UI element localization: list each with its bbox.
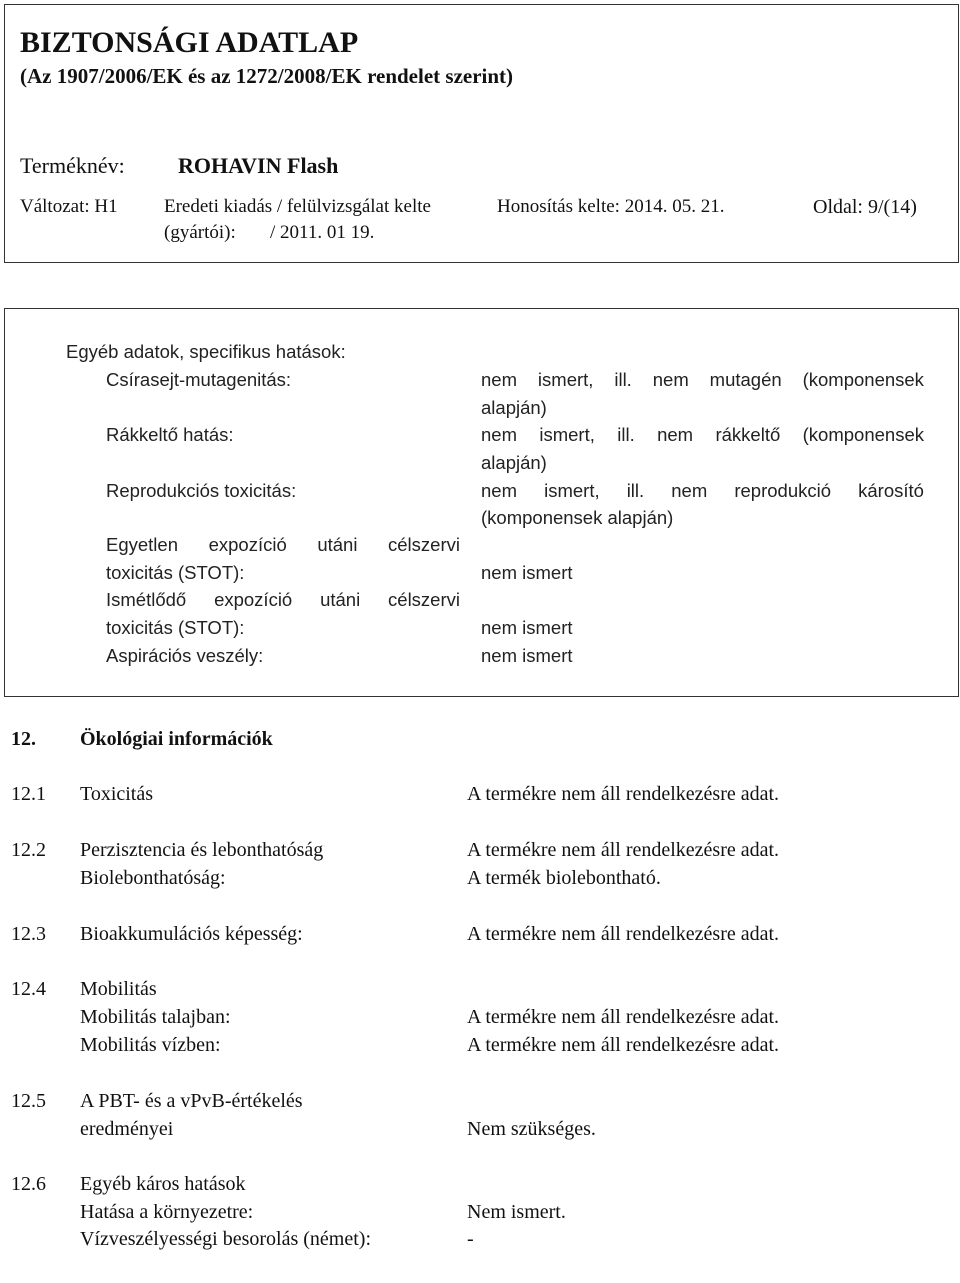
s12-4-water-value: A termékre nem áll rendelkezésre adat.	[467, 1034, 780, 1056]
aspiration-value: nem ismert	[481, 645, 573, 666]
issue-label: Eredeti kiadás / felülvizsgálat kelte	[164, 196, 431, 217]
carcinogenicity-label: Rákkeltő hatás:	[106, 424, 234, 445]
s12-1-number: 12.1	[11, 783, 46, 805]
s12-3-number: 12.3	[11, 923, 46, 945]
germ-cell-label: Csírasejt-mutagenitás:	[106, 369, 292, 390]
issue-date: / 2011. 01 19.	[270, 222, 375, 243]
s12-5-number: 12.5	[11, 1090, 46, 1112]
section-number: 12.	[11, 728, 36, 750]
s12-6-env-label: Hatása a környezetre:	[80, 1201, 254, 1223]
product-name: ROHAVIN Flash	[178, 153, 339, 178]
s12-6-label: Egyéb káros hatások	[80, 1173, 246, 1195]
product-label: Terméknév:	[20, 153, 125, 178]
s12-4-soil-label: Mobilitás talajban:	[80, 1006, 231, 1028]
s12-5-value: Nem szükséges.	[467, 1118, 596, 1140]
s12-4-water-label: Mobilitás vízben:	[80, 1034, 221, 1056]
document-subtitle: (Az 1907/2006/EK és az 1272/2008/EK rendelet szerint)	[20, 64, 514, 88]
s12-2-biodeg-value: A termék biolebontható.	[467, 867, 661, 889]
s12-4-label: Mobilitás	[80, 978, 157, 1000]
version-label: Változat: H1	[20, 196, 118, 217]
tox-heading: Egyéb adatok, specifikus hatások:	[66, 341, 346, 362]
s12-6-env-value: Nem ismert.	[467, 1201, 566, 1223]
stot-se-label: Egyetlen expozíció utáni célszervi	[106, 534, 460, 555]
germ-cell-value-2: alapján)	[481, 397, 547, 418]
reproductive-value-2: (komponensek alapján)	[481, 507, 674, 528]
section-title: Ökológiai információk	[80, 728, 273, 750]
reproductive-label: Reprodukciós toxicitás:	[106, 480, 297, 501]
germ-cell-value: nem ismert, ill. nem mutagén (komponensek	[481, 369, 924, 390]
page-number: Oldal: 9/(14)	[813, 196, 917, 218]
s12-5-label-2: eredményei	[80, 1118, 174, 1140]
s12-1-value: A termékre nem áll rendelkezésre adat.	[467, 783, 780, 805]
stot-se-label-2: toxicitás (STOT):	[106, 562, 245, 583]
s12-6-wgk-label: Vízveszélyességi besorolás (német):	[80, 1228, 372, 1250]
carcinogenicity-value: nem ismert, ill. nem rákkeltő (komponensek	[481, 424, 924, 445]
stot-re-value: nem ismert	[481, 617, 573, 638]
s12-3-label: Bioakkumulációs képesség:	[80, 923, 303, 945]
s12-2-value: A termékre nem áll rendelkezésre adat.	[467, 839, 780, 861]
stot-re-label-2: toxicitás (STOT):	[106, 617, 245, 638]
s12-3-value: A termékre nem áll rendelkezésre adat.	[467, 923, 780, 945]
s12-4-number: 12.4	[11, 978, 46, 1000]
adoption-date: Honosítás kelte: 2014. 05. 21.	[497, 196, 725, 217]
s12-2-biodeg-label: Biolebonthatóság:	[80, 867, 226, 889]
carcinogenicity-value-2: alapján)	[481, 452, 547, 473]
s12-1-label: Toxicitás	[80, 783, 154, 805]
s12-2-number: 12.2	[11, 839, 46, 861]
s12-4-soil-value: A termékre nem áll rendelkezésre adat.	[467, 1006, 780, 1028]
stot-se-value: nem ismert	[481, 562, 573, 583]
s12-6-number: 12.6	[11, 1173, 46, 1195]
s12-6-wgk-value: -	[467, 1228, 474, 1250]
stot-re-label: Ismétlődő expozíció utáni célszervi	[106, 589, 460, 610]
reproductive-value: nem ismert, ill. nem reprodukció károsító	[481, 480, 924, 501]
issue-label-2: (gyártói):	[164, 222, 236, 243]
document-title: BIZTONSÁGI ADATLAP	[20, 26, 359, 59]
s12-5-label: A PBT- és a vPvB-értékelés	[80, 1090, 303, 1112]
s12-2-label: Perzisztencia és lebonthatóság	[80, 839, 324, 861]
aspiration-label: Aspirációs veszély:	[106, 645, 264, 666]
